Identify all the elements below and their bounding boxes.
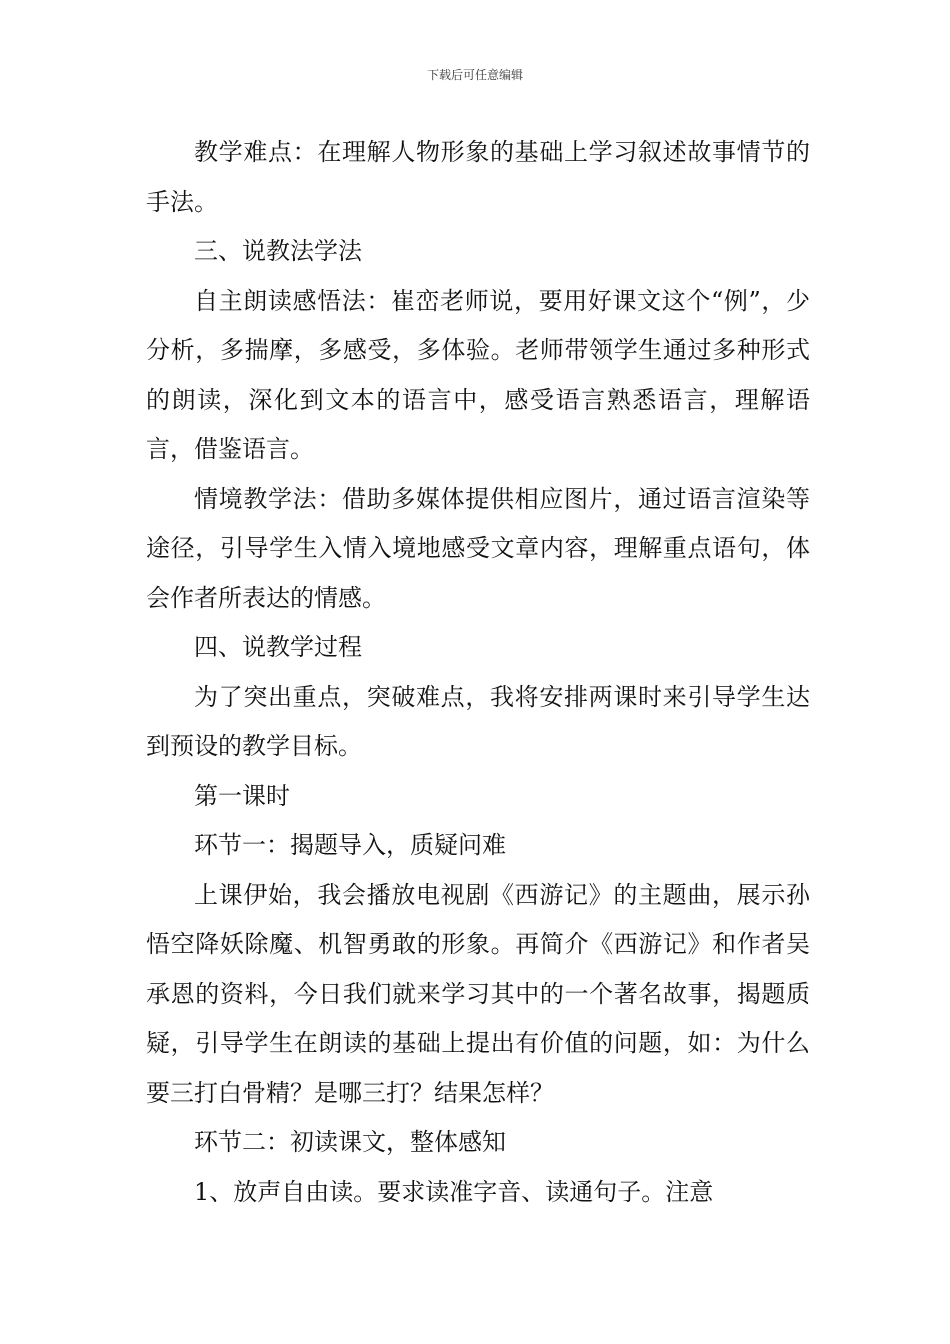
subheading-first-lesson: 第一课时	[194, 781, 290, 810]
section-heading-teaching-process: 四、说教学过程	[194, 633, 362, 661]
subheading-step-two: 环节二：初读课文，整体感知	[194, 1128, 506, 1156]
paragraph-step-one-detail: 上课伊始，我会播放电视剧《西游记》的主题曲，展示孙悟空降妖除魔、机智勇敢的形象。再简介《西游记》和作者吴承恩的资料，今日我们就来学习其中的一个著名故事，揭题质疑，引导学生在朗读的基础上提出有价值的问题，如：为什么要三打白骨精？是哪三打？结果怎样？	[146, 880, 810, 1107]
paragraph-teaching-difficulty: 教学难点：在理解人物形象的基础上学习叙述故事情节的手法。	[146, 138, 810, 216]
section-heading-teaching-methods: 三、说教法学法	[194, 237, 362, 265]
paragraph-two-lessons: 为了突出重点，突破难点，我将安排两课时来引导学生达到预设的教学目标。	[146, 682, 810, 760]
paragraph-self-reading-method: 自主朗读感悟法：崔峦老师说，要用好课文这个“例”，少分析，多揣摩，多感受，多体验。老师带领学生通过多种形式的朗读，深化到文本的语言中，感受语言熟悉语言，理解语言，借鉴语言。	[146, 286, 810, 463]
paragraph-step-two-detail: 1、放声自由读。要求读准字音、读通句子。注意	[194, 1177, 714, 1206]
document-body	[146, 128, 810, 1217]
page-header-note: 下载后可任意编辑	[426, 68, 523, 82]
subheading-step-one: 环节一：揭题导入，质疑问难	[194, 831, 506, 859]
paragraph-situational-method: 情境教学法：借助多媒体提供相应图片，通过语言渲染等途径，引导学生入情入境地感受文章内容，理解重点语句，体会作者所表达的情感。	[146, 484, 810, 612]
